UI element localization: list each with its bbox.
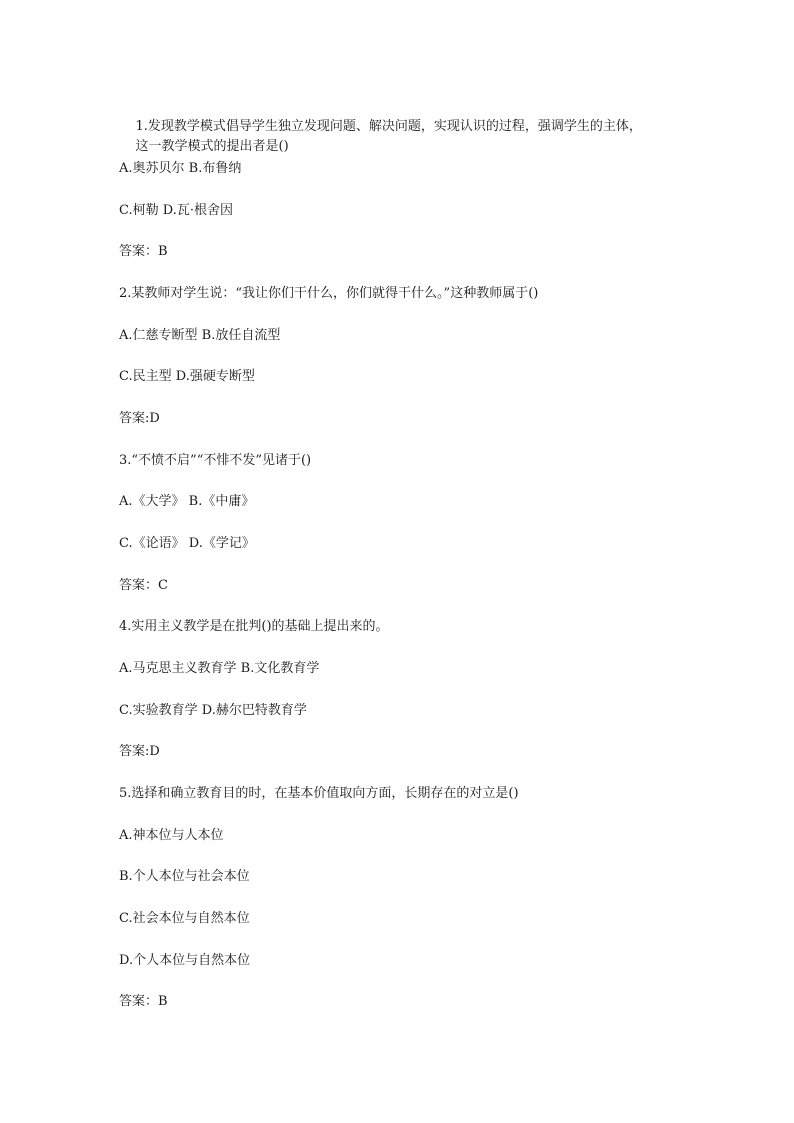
question-5-option-a: A.神本位与人本位 — [119, 828, 224, 843]
question-4-answer: 答案:D — [119, 744, 160, 759]
question-5-option-b: B.个人本位与社会本位 — [119, 869, 250, 884]
question-3-option-line-2: C.《论语》 D.《学记》 — [119, 536, 255, 551]
question-1-option-line-2: C.柯勒 D.瓦·根舍因 — [119, 203, 233, 218]
question-4-option-line-1: A.马克思主义教育学 B.文化教育学 — [119, 661, 320, 676]
question-1-option-line-1: A.奥苏贝尔 B.布鲁纳 — [119, 161, 242, 176]
question-3-stem: 3.“不愤不启”“不悱不发”见诸于() — [119, 453, 312, 468]
question-3-option-line-1: A.《大学》 B.《中庸》 — [119, 494, 255, 509]
question-2-stem: 2.某教师对学生说：“我让你们干什么，你们就得干什么。”这种教师属于() — [119, 286, 539, 301]
question-5-answer: 答案：B — [119, 994, 168, 1009]
question-5-stem: 5.选择和确立教育目的时，在基本价值取向方面，长期存在的对立是() — [119, 786, 519, 801]
question-2-option-line-2: C.民主型 D.强硬专断型 — [119, 369, 255, 384]
question-5-option-c: C.社会本位与自然本位 — [119, 911, 250, 926]
question-1-answer: 答案：B — [119, 244, 168, 259]
question-2-option-line-1: A.仁慈专断型 B.放任自流型 — [119, 328, 281, 343]
question-1-stem-line-2: 这一教学模式的提出者是() — [135, 139, 289, 154]
question-4-option-line-2: C.实验教育学 D.赫尔巴特教育学 — [119, 703, 307, 718]
question-5-option-d: D.个人本位与自然本位 — [119, 953, 251, 968]
question-2-answer: 答案:D — [119, 411, 160, 426]
question-4-stem: 4.实用主义教学是在批判()的基础上提出来的。 — [119, 619, 389, 634]
question-3-answer: 答案：C — [119, 578, 168, 593]
question-1-stem-line-1: 1.发现教学模式倡导学生独立发现问题、解决问题，实现认识的过程，强调学生的主体， — [135, 119, 642, 134]
